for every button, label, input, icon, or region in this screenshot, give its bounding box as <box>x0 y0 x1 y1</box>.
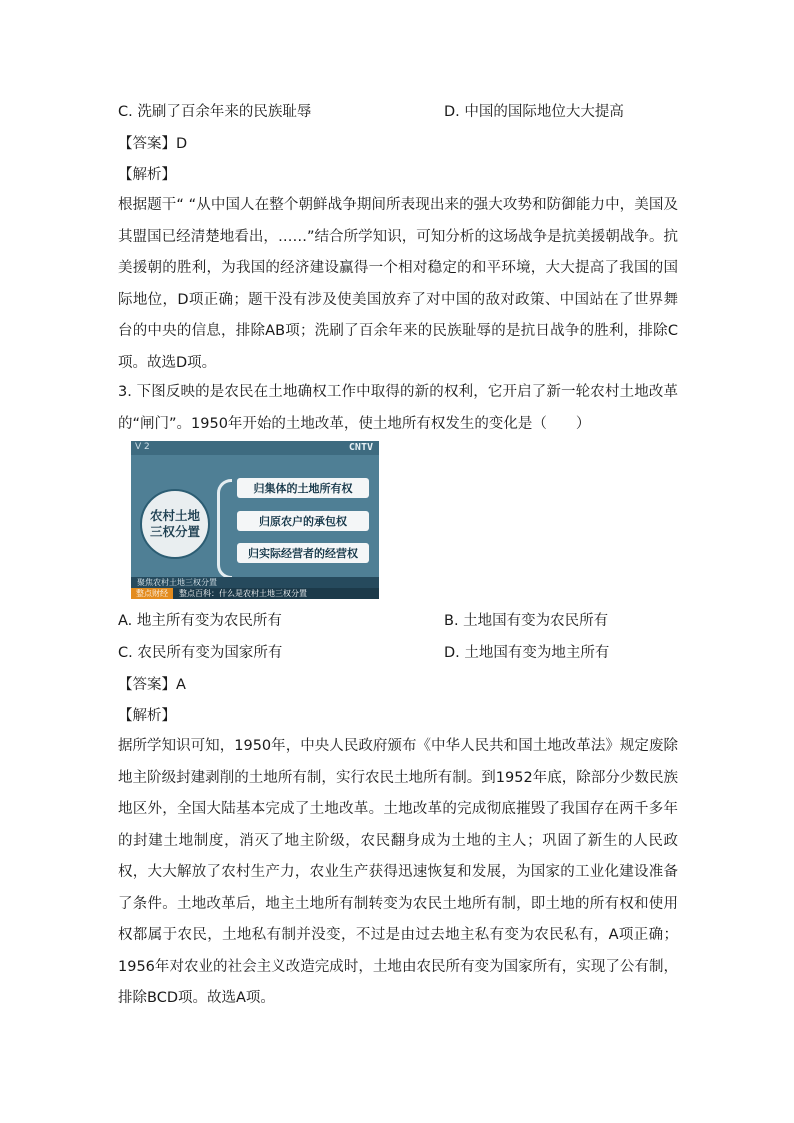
q2-option-c: C. 洗刷了百余年来的民族耻辱 <box>118 104 312 120</box>
figure-box-2: 归原农户的承包权 <box>237 511 369 531</box>
q3-figure <box>131 441 379 599</box>
q2-analysis-text: 根据题干“ “从中国人在整个朝鲜战争期间所表现出来的强大攻势和防御能力中，美国及其盟国已经清楚地看出，……”结合所学知识，可知分析的这场战争是抗美援朝战争。抗美援朝的胜利，为我国的经济建设赢得一个相对稳定的和平环境，大大提高了我国的国际地位，D项正确；题干没有涉及使美国放弃了对中国的敌对政策、中国站在了世界舞台的中央的信息，排除AB项；洗刷了百余年来的民族耻辱的是抗日战争的胜利，排除C项。故选D项。 <box>118 197 678 371</box>
figure-channel: V 2 <box>135 442 150 452</box>
q3-option-d: D. 土地国有变为地主所有 <box>444 645 610 661</box>
circle-line-2: 三权分置 <box>149 524 200 539</box>
figure-banner-2 <box>131 588 379 599</box>
q3-option-b: B. 土地国有变为农民所有 <box>444 613 609 629</box>
cntv-logo: CNTV <box>348 442 373 453</box>
figure-top-bar <box>131 441 379 455</box>
figure-banner-1: 聚焦农村土地三权分置 <box>131 577 379 588</box>
figure-bracket <box>217 479 232 579</box>
q3-analysis-label: 【解析】 <box>118 708 176 724</box>
figure-circle <box>140 489 210 559</box>
figure-banner-tag: 整点财经 <box>131 588 173 599</box>
figure-box-3: 归实际经营者的经营权 <box>237 543 369 563</box>
q2-answer: 【答案】D <box>118 136 188 152</box>
figure-banner-text: 整点百科：什么是农村土地三权分置 <box>179 589 307 598</box>
q2-analysis-label: 【解析】 <box>118 167 176 183</box>
q3-analysis-text: 据所学知识可知，1950年，中央人民政府颁布《中华人民共和国土地改革法》规定废除地主阶级封建剥削的土地所有制，实行农民土地所有制。到1952年底，除部分少数民族地区外，全国大陆基本完成了土地改革。土地改革的完成彻底摧毁了我国存在两千多年的封建土地制度，消灭了地主阶级，农民翻身成为土地的主人；巩固了新生的人民政权，大大解放了农村生产力，农业生产获得迅速恢复和发展，为国家的工业化建设准备了条件。土地改革后，地主土地所有制转变为农民土地所有制，即土地的所有权和使用权都属于农民，土地私有制并没变，不过是由过去地主私有变为农民私有，A项正确；1956年对农业的社会主义改造完成时，土地由农民所有变为国家所有，实现了公有制，排除BCD项。故选A项。 <box>118 738 678 1006</box>
q3-stem: 3. 下图反映的是农民在土地确权工作中取得的新的权利，它开启了新一轮农村土地改革的“闸门”。1950年开始的土地改革，使土地所有权发生的变化是（ ） <box>118 384 678 432</box>
q3-option-c: C. 农民所有变为国家所有 <box>118 645 283 661</box>
q2-option-d: D. 中国的国际地位大大提高 <box>444 104 624 120</box>
circle-line-1: 农村土地 <box>149 508 200 523</box>
q3-option-a: A. 地主所有变为农民所有 <box>118 613 282 629</box>
figure-box-1: 归集体的土地所有权 <box>237 478 369 498</box>
q3-answer: 【答案】A <box>118 677 186 693</box>
